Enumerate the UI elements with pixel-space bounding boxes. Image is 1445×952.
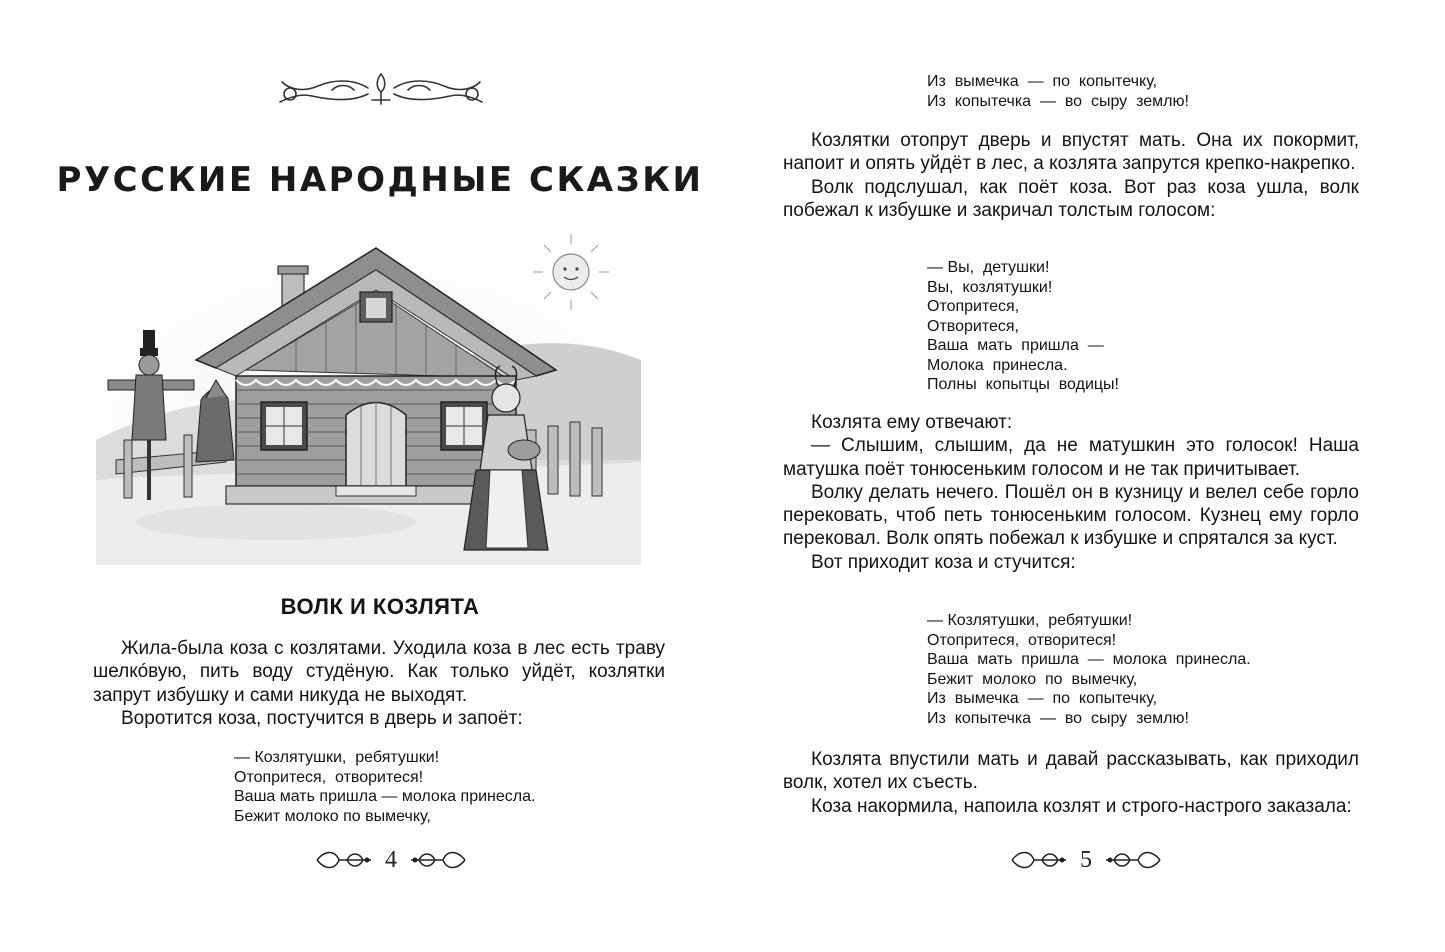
paragraph: Козлятки отопрут дверь и впустят мать. Она их покормит, напоит и опять уйдёт в лес, а козлята запрутся крепко-накрепко. — [783, 130, 1359, 175]
paragraph: Козлята ему отвечают: — [811, 412, 1013, 433]
verse-line: Полны копытцы водицы! — [927, 376, 1119, 393]
verse-line: Из копытечка — во сыру землю! — [927, 92, 1189, 110]
wolf-verse — [927, 258, 1119, 395]
flourish-left-icon — [1010, 848, 1068, 872]
page-number: 4 — [385, 846, 397, 873]
verse-line: Из копытечка — во сыру землю! — [927, 709, 1189, 727]
right-page — [722, 0, 1445, 952]
paragraph: Воротится коза, постучится в дверь и запоёт: — [121, 707, 523, 729]
paragraph: Волк подслушал, как поёт коза. Вот раз коза ушла, волк побежал к избушке и закричал толстым голосом: — [783, 176, 1359, 221]
right-prose-1 — [783, 129, 1359, 222]
tale-title: ВОЛК И КОЗЛЯТА — [280, 594, 480, 619]
verse-line: Ваша мать пришла — молока принесла. — [234, 788, 536, 805]
header-ornament — [272, 70, 490, 110]
right-verse-continued — [927, 72, 1189, 111]
goat-verse — [927, 611, 1251, 728]
verse-line: Молока принесла. — [927, 356, 1068, 374]
verse-line: — Козлятушки, ребятушки! — [927, 612, 1133, 629]
flourish-right-icon — [409, 848, 467, 872]
verse-line: Отопритеся, — [927, 298, 1020, 315]
book-title: РУССКИЕ НАРОДНЫЕ СКАЗКИ — [56, 160, 704, 200]
verse-line: — Вы, детушки! — [927, 259, 1050, 276]
left-prose — [93, 637, 665, 730]
page-footer — [1010, 843, 1162, 877]
verse-line: Бежит молоко по вымечку, — [927, 670, 1138, 688]
page-footer — [315, 843, 467, 877]
paragraph: Жила-была коза с козлятами. Уходила коза в лес есть траву шелкóвую, пить воду студёную. Как только уйдёт, козлятки запрут избушку и сами никуда не выходят. — [93, 638, 665, 706]
right-prose-2 — [783, 411, 1359, 574]
verse-line: Бежит молоко по вымечку, — [234, 807, 431, 825]
flourish-left-icon — [315, 848, 373, 872]
left-verse — [234, 748, 535, 826]
paragraph: — Слышим, слышим, да не матушкин это голосок! Наша матушка поёт тонюсеньким голосом и не так причитывает. — [783, 435, 1359, 480]
verse-line: Ваша мать пришла — — [927, 337, 1104, 354]
verse-line: Из вымечка — по копытечку, — [927, 690, 1158, 707]
fairytale-illustration — [96, 230, 641, 565]
paragraph: Вот приходит коза и стучится: — [811, 551, 1076, 573]
paragraph: Коза накормила, напоила козлят и строго-настрого заказала: — [811, 795, 1352, 817]
verse-line: Отворитеся, — [927, 317, 1019, 335]
paragraph: Волку делать нечего. Пошёл он в кузницу и велел себе горло перековать, чтоб петь тонюсеньким голосом. Кузнец ему горло перековал. Волк опять побежал к избушке и спрятался за куст. — [783, 481, 1359, 550]
verse-line: Ваша мать пришла — молока принесла. — [927, 651, 1251, 668]
right-prose-3 — [783, 748, 1359, 818]
flourish-right-icon — [1104, 848, 1162, 872]
page-number: 5 — [1080, 846, 1092, 873]
verse-line: — Козлятушки, ребятушки! — [234, 749, 440, 766]
verse-line: Вы, козлятушки! — [927, 278, 1053, 296]
paragraph: Козлята впустили мать и давай рассказывать, как приходил волк, хотел их съесть. — [783, 749, 1359, 794]
verse-line: Отопритеся, отворитеся! — [927, 631, 1117, 649]
left-page — [0, 0, 722, 952]
verse-line: Отопритеся, отворитеся! — [234, 768, 424, 786]
verse-line: Из вымечка — по копытечку, — [927, 73, 1158, 90]
